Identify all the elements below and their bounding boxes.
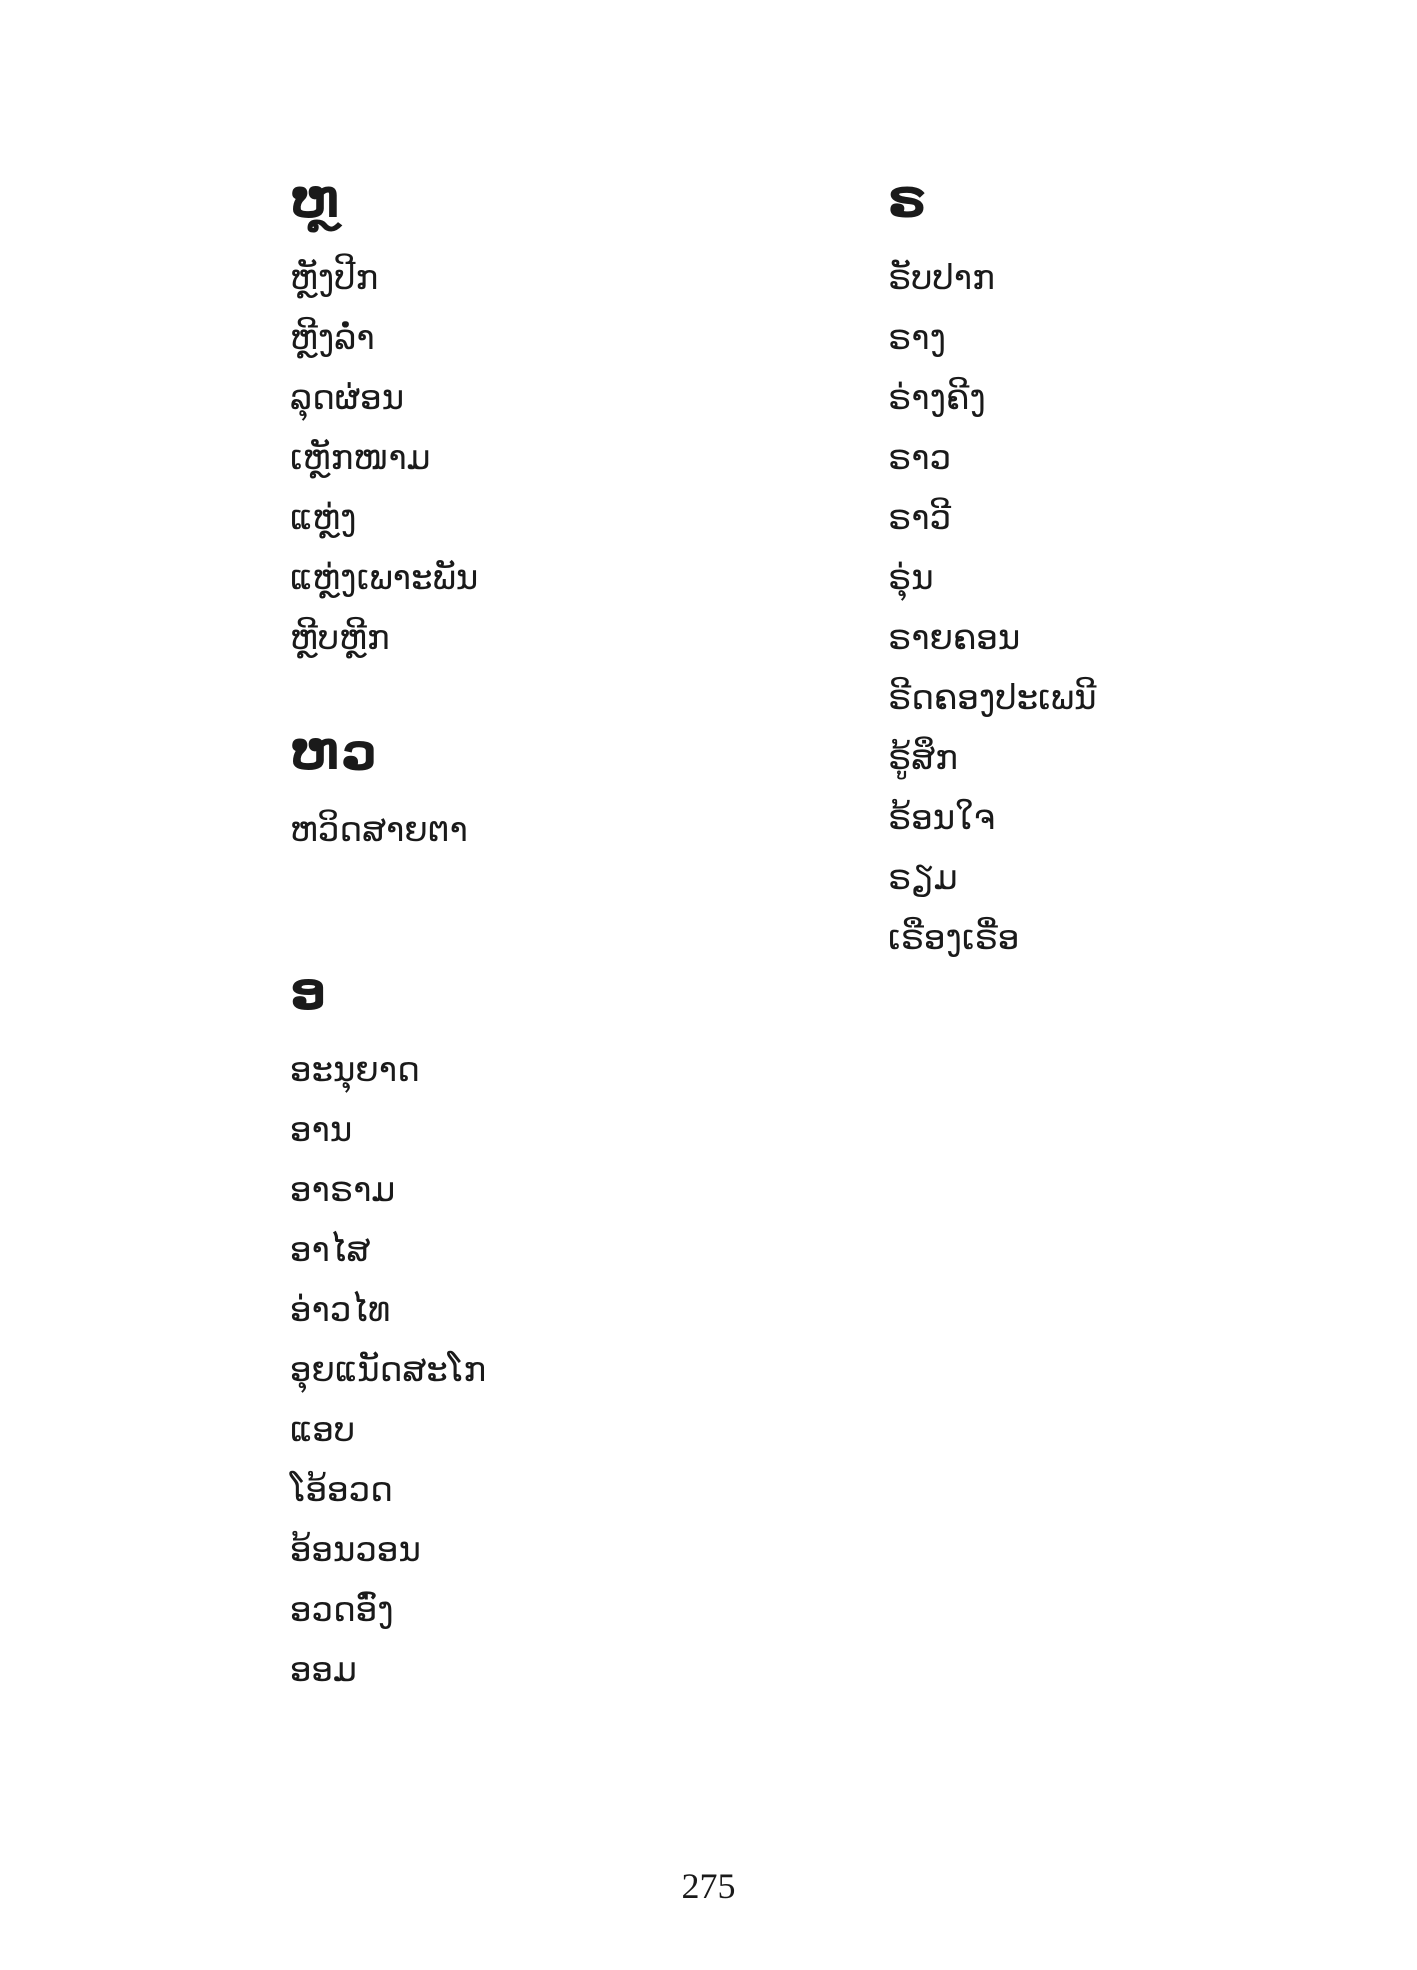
entry: ອວດອົ່ງ (290, 1590, 394, 1630)
entry: ອາໄສ (290, 1230, 371, 1270)
entry: ຣັບປາກ (888, 258, 995, 298)
section-wo (290, 722, 810, 860)
entry: ຣາຍຄອນ (888, 618, 1021, 658)
section-heading: ຫຼ (290, 171, 342, 229)
entry: ຣາວີ (888, 498, 952, 538)
page-number: 275 (681, 1866, 736, 1906)
entry: ອອມ (290, 1650, 357, 1690)
entry: ຫຼັງປີກ (290, 258, 379, 298)
entry: ຣ່າງຄີງ (888, 378, 986, 418)
entry: ຫຼີບຫຼີກ (290, 618, 390, 658)
entry-list (290, 248, 810, 668)
entry: ອ້ອນວອນ (290, 1530, 421, 1570)
entry: ຣຸ່ນ (888, 558, 934, 598)
left-column (290, 170, 810, 1700)
section-o (290, 962, 810, 1700)
section-heading: ຫວ (290, 723, 378, 781)
entry: ແຫຼ່ງ (290, 498, 357, 538)
entry: ອານ (290, 1110, 353, 1150)
entry: ຣີດຄອງປະເພນີ (888, 678, 1097, 718)
entry: ເຣືອງເຣື່ອ (888, 918, 1020, 958)
section-spacer (290, 668, 810, 722)
entry: ແອບ (290, 1410, 356, 1450)
entry-list (888, 248, 1408, 968)
entry: ອາຣາມ (290, 1170, 396, 1210)
entry: ແຫຼ່ງເພາະພັນ (290, 558, 479, 598)
section-ro (888, 170, 1408, 968)
entry: ຣຽມ (888, 858, 958, 898)
entry-list (290, 1040, 810, 1700)
entry-list (290, 800, 810, 860)
entry: ລຸດຜ່ອນ (290, 378, 405, 418)
entry: ອຸຍແນັດສະໂກ (290, 1350, 487, 1390)
entry: ເຫຼັກໜາມ (290, 438, 431, 478)
section-lo (290, 170, 810, 668)
entry: ຫວິດສາຍຕາ (290, 810, 468, 850)
entry: ຣ້ອນໃຈ (888, 798, 996, 838)
entry: ຣູ້ສຶກ (888, 738, 958, 778)
entry: ຣາງ (888, 318, 946, 358)
entry: ອ່າວໄທ (290, 1290, 391, 1330)
entry: ຣາວ (888, 438, 952, 478)
right-column (888, 170, 1408, 968)
entry: ຫຼີງລໍ່າ (290, 318, 375, 358)
entry: ໂອ້ອວດ (290, 1470, 393, 1510)
section-heading: ອ (290, 963, 327, 1021)
section-spacer (290, 860, 810, 962)
section-heading: ຣ (888, 171, 927, 229)
entry: ອະນຸຍາດ (290, 1050, 420, 1090)
